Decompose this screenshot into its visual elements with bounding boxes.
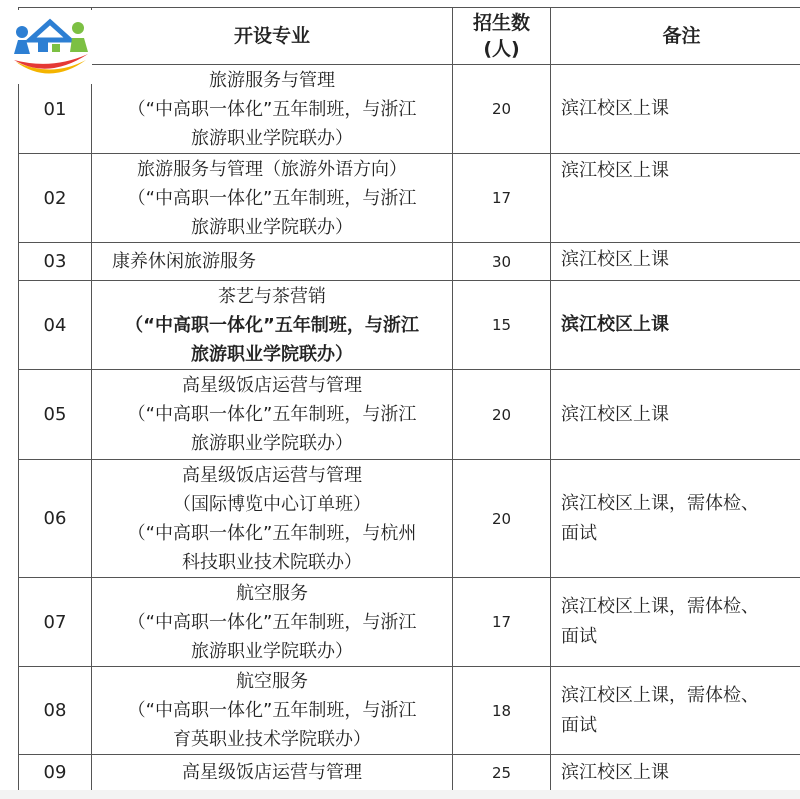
major-line: （“中高职一体化”五年制班，与浙江: [127, 404, 417, 425]
row-code: 09: [19, 755, 92, 791]
note-line: 面试: [561, 522, 597, 544]
major-line: （“中高职一体化”五年制班，与杭州: [127, 522, 417, 544]
table-row: [19, 243, 800, 281]
row-note: [551, 460, 800, 578]
major-line: 旅游职业学院联办）: [191, 343, 353, 365]
row-count: 25: [453, 755, 551, 791]
note-line: 面试: [561, 714, 597, 736]
row-code: 04: [19, 281, 92, 370]
major-line: 茶艺与茶营销: [218, 285, 326, 307]
major-line: 育英职业技术学院联办）: [173, 729, 371, 750]
major-line: （“中高职一体化”五年制班，与浙江: [127, 611, 417, 633]
table-row: [19, 460, 800, 578]
header-major: 开设专业: [92, 8, 453, 65]
row-code: 03: [19, 243, 92, 281]
row-major: [92, 667, 453, 755]
row-code: 02: [19, 154, 92, 243]
major-line: （“中高职一体化”五年制班，与浙江: [127, 700, 417, 721]
major-line: （国际博览中心订单班）: [173, 493, 371, 515]
header-count: [453, 8, 551, 65]
table-row: [19, 667, 800, 755]
header-count-line1: 招生数: [472, 12, 530, 34]
row-code: 06: [19, 460, 92, 578]
table-row: [19, 281, 800, 370]
row-count: 17: [453, 578, 551, 667]
row-count: 20: [453, 460, 551, 578]
major-line: （“中高职一体化”五年制班，与浙江: [127, 187, 417, 209]
major-line: 航空服务: [236, 671, 308, 692]
major-line: 旅游服务与管理（旅游外语方向）: [137, 158, 407, 180]
table-row: [19, 370, 800, 460]
major-line: 旅游职业学院联办）: [191, 127, 353, 149]
row-note: [551, 667, 800, 755]
row-count: 20: [453, 65, 551, 154]
school-logo-icon: [8, 10, 92, 84]
row-code: 08: [19, 667, 92, 755]
row-count: 15: [453, 281, 551, 370]
major-line: 康养休闲旅游服务: [112, 251, 256, 272]
row-major: [92, 154, 453, 243]
row-note: 滨江校区上课: [551, 65, 800, 154]
row-note: 滨江校区上课: [551, 243, 800, 281]
table-row: [19, 154, 800, 243]
row-major: [92, 460, 453, 578]
major-line: 高星级饭店运营与管理: [182, 762, 362, 783]
row-code: 07: [19, 578, 92, 667]
row-code: 01: [19, 65, 92, 154]
header-row: [19, 8, 800, 65]
note-line: 面试: [561, 626, 597, 647]
table-row: [19, 755, 800, 791]
row-count: 30: [453, 243, 551, 281]
row-major: [92, 65, 453, 154]
row-note: [551, 578, 800, 667]
major-line: 航空服务: [236, 582, 308, 604]
major-line: 科技职业技术院联办）: [182, 551, 362, 573]
major-line: 旅游服务与管理: [209, 69, 335, 91]
note-line: 滨江校区上课，需体检、: [561, 596, 759, 617]
row-count: 17: [453, 154, 551, 243]
note-line: 滨江校区上课，需体检、: [561, 684, 759, 706]
major-line: 旅游职业学院联办）: [191, 216, 353, 238]
major-line: 高星级饭店运营与管理: [182, 375, 362, 396]
row-note: 滨江校区上课: [551, 370, 800, 460]
table-row: [19, 578, 800, 667]
major-line: 旅游职业学院联办）: [191, 433, 353, 454]
row-major: [92, 281, 453, 370]
row-count: 20: [453, 370, 551, 460]
major-line: （“中高职一体化”五年制班，与浙江: [125, 314, 419, 336]
table-row: [19, 65, 800, 154]
major-line: （“中高职一体化”五年制班，与浙江: [127, 98, 417, 120]
header-note: 备注: [551, 8, 800, 65]
major-line: 旅游职业学院联办）: [191, 640, 353, 662]
row-code: 05: [19, 370, 92, 460]
row-major: [92, 243, 453, 281]
major-line: 高星级饭店运营与管理: [182, 464, 362, 486]
header-count-line2: (人): [483, 38, 520, 60]
row-major: [92, 370, 453, 460]
row-note: 滨江校区上课: [551, 154, 800, 243]
row-note: 滨江校区上课: [551, 281, 800, 370]
row-note: 滨江校区上课: [551, 755, 800, 791]
row-major: [92, 578, 453, 667]
page-bottom-edge: [0, 790, 800, 799]
row-count: 18: [453, 667, 551, 755]
enrollment-table: [18, 7, 800, 791]
row-major: [92, 755, 453, 791]
note-line: 滨江校区上课，需体检、: [561, 492, 759, 514]
